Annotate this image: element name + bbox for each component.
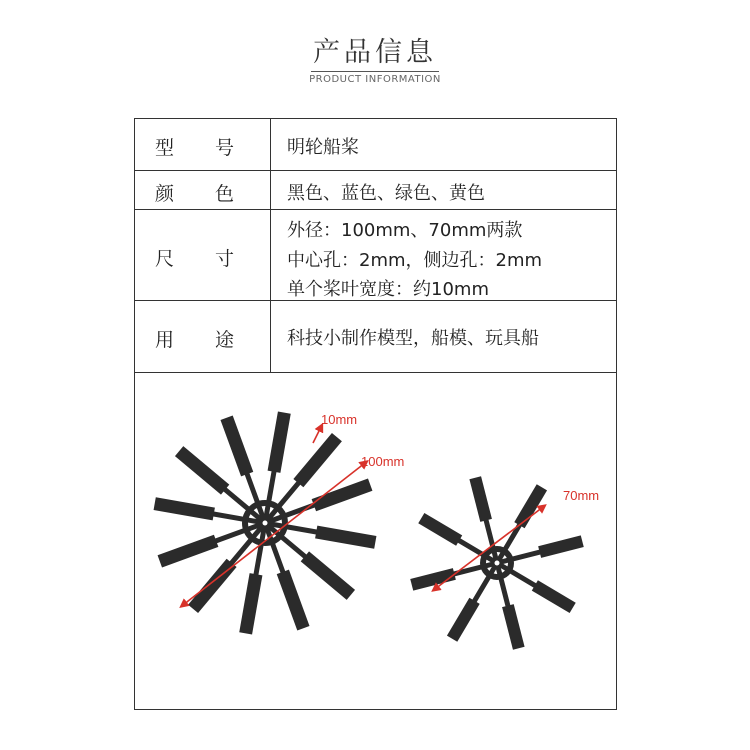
spec-label-cell	[135, 301, 271, 372]
wheel-blade	[418, 513, 462, 546]
spec-value-cell	[287, 301, 610, 372]
wheel-blade	[312, 478, 373, 511]
spec-value-blade-width: 单个桨叶宽度：约10mm	[287, 279, 489, 300]
wheel-blade	[502, 604, 525, 650]
paddle-wheel-illustration	[135, 373, 616, 710]
page-subtitle: PRODUCT INFORMATION	[309, 74, 441, 85]
wheel-blade	[315, 526, 376, 549]
wheel-blade	[532, 580, 576, 613]
wheel-blade	[301, 551, 355, 599]
spec-label-cell	[135, 171, 271, 209]
wheel-blade	[175, 446, 229, 494]
wheel-center-hole	[495, 561, 500, 566]
spec-label-cell	[135, 119, 271, 170]
wheel-center-hole	[263, 521, 268, 526]
spec-table	[134, 118, 617, 710]
spec-label-char: 色	[214, 183, 234, 205]
spec-row-model	[135, 119, 616, 171]
spec-row-usage	[135, 301, 616, 373]
spec-value-cell	[287, 119, 610, 170]
product-photo	[135, 373, 616, 710]
page-title: 产品信息	[313, 37, 437, 68]
wheel-blade	[239, 573, 262, 634]
wheel-blade	[220, 416, 253, 477]
dimension-line-blade	[313, 427, 321, 443]
spec-label-char: 型	[155, 137, 175, 159]
spec-value-holes: 中心孔：2mm，侧边孔：2mm	[287, 250, 543, 271]
spec-value-color: 黑色、蓝色、绿色、黄色	[287, 183, 485, 204]
dimension-label-small: 70mm	[563, 488, 600, 503]
spec-label-cell	[135, 210, 271, 300]
wheel-blade	[469, 476, 492, 522]
wheel-blade	[277, 570, 310, 631]
wheel-blade	[158, 535, 219, 568]
spec-value-diameter: 外径：100mm、70mm两款	[287, 220, 523, 241]
title-divider	[311, 71, 439, 72]
spec-row-size	[135, 210, 616, 301]
spec-label-char: 用	[155, 329, 175, 351]
spec-value-cell	[287, 210, 610, 300]
wheel-blade	[293, 433, 341, 487]
spec-value-model: 明轮船桨	[287, 137, 359, 158]
dimension-label-large: 100mm	[361, 454, 405, 469]
wheel-blade	[188, 559, 236, 613]
spec-value-cell	[287, 171, 610, 209]
wheel-blade	[514, 484, 547, 528]
spec-label-char: 尺	[155, 248, 175, 270]
small-paddle-wheel	[410, 476, 583, 649]
wheel-blade	[268, 412, 291, 473]
spec-row-color	[135, 171, 616, 210]
wheel-blade	[538, 535, 584, 558]
spec-label-char: 寸	[214, 248, 234, 270]
spec-value-usage: 科技小制作模型，船模、玩具船	[287, 328, 539, 349]
dimension-label-blade: 10mm	[321, 412, 358, 427]
spec-label-char: 途	[214, 329, 234, 351]
spec-label-char: 颜	[155, 183, 175, 205]
spec-label-char: 号	[214, 137, 234, 159]
wheel-blade	[447, 598, 480, 642]
wheel-blade	[154, 497, 215, 520]
header	[0, 30, 750, 85]
